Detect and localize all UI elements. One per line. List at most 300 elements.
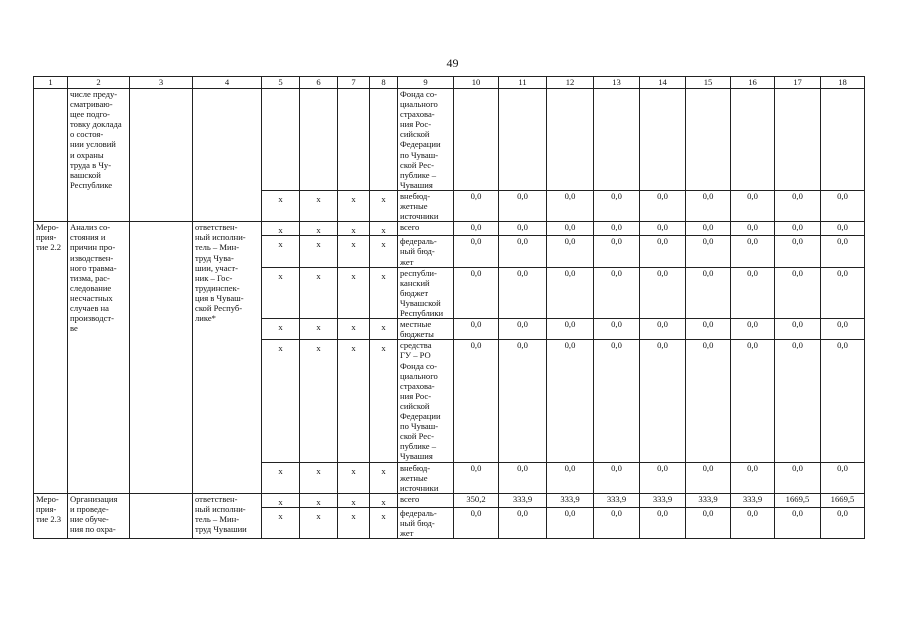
funding-value-line: 0,0 xyxy=(837,236,848,247)
funding-source-line: средства xyxy=(400,340,432,351)
code-mark xyxy=(262,319,300,340)
funding-value xyxy=(454,507,499,538)
funding-value xyxy=(821,462,865,493)
activity-name-line: вашской xyxy=(70,169,101,180)
funding-source-line: республи- xyxy=(400,267,437,278)
funding-value xyxy=(454,319,499,340)
funding-value-line: 1669,5 xyxy=(785,493,810,504)
column-3-empty xyxy=(130,222,193,494)
code-mark-line: х xyxy=(278,270,283,281)
code-mark-line: х xyxy=(351,496,356,507)
column-number-13: 13 xyxy=(594,77,640,89)
funding-value-line: 333,9 xyxy=(560,493,580,504)
funding-source-line: сийской xyxy=(400,400,430,411)
funding-value-line: 0,0 xyxy=(470,462,482,473)
funding-value xyxy=(547,462,594,493)
funding-source-line: всего xyxy=(400,222,420,233)
funding-value xyxy=(594,462,640,493)
funding-value-line: 0,0 xyxy=(837,267,848,278)
funding-source-line: жет xyxy=(400,256,414,267)
column-number-9: 9 xyxy=(398,77,454,89)
funding-source-line: ГУ – РО xyxy=(400,350,431,361)
funding-source-line: Федерации xyxy=(400,411,441,422)
funding-value-line: 0,0 xyxy=(470,319,482,330)
funding-value xyxy=(686,340,731,462)
activity-number xyxy=(34,493,68,538)
code-mark xyxy=(262,340,300,462)
funding-value-line: 0,0 xyxy=(702,462,714,473)
activity-name-line: нии условий xyxy=(70,139,116,150)
column-number-2: 2 xyxy=(68,77,130,89)
table-row xyxy=(34,89,865,191)
funding-value xyxy=(547,493,594,507)
funding-value-line: 0,0 xyxy=(611,462,622,473)
activity-number-line: Меро- xyxy=(36,222,59,233)
funding-value xyxy=(454,222,499,236)
code-mark xyxy=(262,89,300,191)
code-mark xyxy=(300,493,338,507)
funding-source-line: канский xyxy=(400,277,430,288)
funding-source-line: Чувашской xyxy=(400,297,441,308)
funding-value-line: 0,0 xyxy=(517,462,528,473)
responsible-executor xyxy=(193,222,262,494)
funding-source-line: по Чуваш- xyxy=(400,149,439,160)
funding-value xyxy=(499,236,547,267)
funding-value xyxy=(640,319,686,340)
funding-value xyxy=(454,462,499,493)
activity-name-line: причин про- xyxy=(70,242,116,253)
funding-source xyxy=(398,493,454,507)
funding-value xyxy=(547,191,594,222)
funding-value xyxy=(547,267,594,319)
code-mark xyxy=(370,493,398,507)
funding-source-line: внебюд- xyxy=(400,191,431,201)
funding-value xyxy=(547,340,594,462)
funding-value-line: 0,0 xyxy=(470,236,482,247)
activity-number-line: Меро- xyxy=(36,493,59,504)
funding-value xyxy=(731,236,775,267)
code-mark xyxy=(370,222,398,236)
funding-value-line: 0,0 xyxy=(837,507,848,518)
activity-name-line: Организация xyxy=(70,493,118,504)
funding-value xyxy=(775,267,821,319)
funding-value-line: 0,0 xyxy=(837,462,848,473)
activity-name-line: производст- xyxy=(70,313,115,324)
responsible-executor xyxy=(193,493,262,538)
funding-source-line: бюджет xyxy=(400,287,429,298)
funding-value xyxy=(499,222,547,236)
funding-source-line: ской Рес- xyxy=(400,159,434,170)
funding-value xyxy=(594,340,640,462)
funding-value xyxy=(499,507,547,538)
funding-source-line: местные xyxy=(400,319,432,330)
funding-value-line: 0,0 xyxy=(747,191,758,201)
funding-source-line: публике – xyxy=(400,441,437,452)
funding-source-line: Федерации xyxy=(400,139,441,150)
code-mark-line: х xyxy=(381,225,386,236)
activity-name-line: и охраны xyxy=(70,149,104,160)
code-mark-line: х xyxy=(381,270,386,281)
activity-name-line: числе преду- xyxy=(70,89,118,99)
funding-value xyxy=(499,267,547,319)
funding-source-line: внебюд- xyxy=(400,462,431,473)
table-row xyxy=(34,493,865,507)
funding-source-line: ный бюд- xyxy=(400,518,435,529)
funding-value xyxy=(775,319,821,340)
funding-value xyxy=(821,222,865,236)
column-3-empty xyxy=(130,493,193,538)
funding-value-line: 0,0 xyxy=(611,267,622,278)
code-mark-line: х xyxy=(351,194,356,204)
code-mark xyxy=(300,340,338,462)
column-number-1: 1 xyxy=(34,77,68,89)
code-mark-line: х xyxy=(351,510,356,521)
funding-value-line: 0,0 xyxy=(611,319,622,330)
funding-value xyxy=(731,89,775,191)
funding-value xyxy=(640,236,686,267)
code-mark-line: х xyxy=(381,194,386,204)
funding-value-line: 0,0 xyxy=(792,191,803,201)
column-number-17: 17 xyxy=(775,77,821,89)
funding-table xyxy=(33,76,865,539)
column-number-7: 7 xyxy=(338,77,370,89)
code-mark-line: х xyxy=(381,322,386,333)
funding-source-line: по Чуваш- xyxy=(400,421,439,432)
code-mark xyxy=(338,340,370,462)
code-mark-line: х xyxy=(381,343,386,354)
funding-value xyxy=(499,340,547,462)
funding-value-line: 0,0 xyxy=(747,507,758,518)
funding-source-line: Фонда со- xyxy=(400,89,437,99)
funding-value xyxy=(821,267,865,319)
funding-value xyxy=(454,236,499,267)
funding-value-line: 0,0 xyxy=(747,222,758,233)
funding-value xyxy=(821,507,865,538)
column-number-5: 5 xyxy=(262,77,300,89)
funding-source-line: страхова- xyxy=(400,380,435,391)
funding-value xyxy=(547,507,594,538)
activity-name xyxy=(68,222,130,494)
funding-value-line: 333,9 xyxy=(698,493,718,504)
activity-name-line: несчастных xyxy=(70,292,113,303)
funding-source-line: ния Рос- xyxy=(400,390,432,401)
funding-value-line: 0,0 xyxy=(517,222,528,233)
code-mark xyxy=(370,267,398,319)
responsible-executor-line: ция в Чуваш- xyxy=(195,292,244,303)
funding-value-line: 0,0 xyxy=(657,236,668,247)
column-number-14: 14 xyxy=(640,77,686,89)
page-number: 49 xyxy=(446,56,459,70)
code-mark xyxy=(262,267,300,319)
funding-value-line: 333,9 xyxy=(512,493,533,504)
code-mark-line: х xyxy=(316,239,321,250)
code-mark-line: х xyxy=(278,239,283,250)
activity-name xyxy=(68,89,130,222)
funding-source-line: источники xyxy=(400,211,439,222)
code-mark xyxy=(300,89,338,191)
funding-source-line: сийской xyxy=(400,129,430,140)
funding-source-line: Республики xyxy=(400,308,444,319)
funding-value-line: 0,0 xyxy=(517,267,528,278)
funding-value-line: 0,0 xyxy=(564,319,576,330)
funding-value-line: 0,0 xyxy=(564,191,576,201)
funding-value-line: 0,0 xyxy=(792,462,803,473)
code-mark xyxy=(338,191,370,222)
funding-value-line: 0,0 xyxy=(702,340,714,351)
column-number-11: 11 xyxy=(499,77,547,89)
activity-name-line: труда в Чу- xyxy=(70,159,112,170)
funding-value-line: 0,0 xyxy=(747,319,758,330)
funding-value-line: 0,0 xyxy=(702,191,714,201)
funding-value xyxy=(499,462,547,493)
activity-name-line: ние обуче- xyxy=(70,514,109,525)
funding-value xyxy=(821,493,865,507)
funding-value-line: 0,0 xyxy=(517,191,528,201)
funding-value-line: 0,0 xyxy=(747,267,758,278)
code-mark xyxy=(370,319,398,340)
code-mark-line: х xyxy=(381,496,386,507)
funding-value-line: 0,0 xyxy=(564,222,576,233)
code-mark xyxy=(262,236,300,267)
code-mark xyxy=(300,236,338,267)
code-mark-line: х xyxy=(351,239,356,250)
funding-value xyxy=(594,191,640,222)
funding-value xyxy=(594,89,640,191)
funding-value-line: 0,0 xyxy=(470,222,482,233)
funding-value-line: 0,0 xyxy=(517,507,528,518)
funding-value xyxy=(686,236,731,267)
funding-value-line: 0,0 xyxy=(837,222,848,233)
code-mark-line: х xyxy=(316,465,321,476)
funding-value xyxy=(821,340,865,462)
funding-value-line: 0,0 xyxy=(564,507,576,518)
responsible-executor-line: шии, участ- xyxy=(195,262,238,273)
funding-value-line: 0,0 xyxy=(702,507,714,518)
responsible-executor-line: лике* xyxy=(195,313,216,324)
code-mark xyxy=(338,462,370,493)
funding-value-line: 0,0 xyxy=(702,267,714,278)
funding-value-line: 0,0 xyxy=(470,267,482,278)
funding-value xyxy=(731,191,775,222)
code-mark-line: х xyxy=(351,465,356,476)
funding-value xyxy=(454,267,499,319)
funding-value xyxy=(454,493,499,507)
activity-number-line: прия- xyxy=(36,503,57,514)
funding-source-line: источники xyxy=(400,482,439,493)
funding-value-line: 0,0 xyxy=(792,507,803,518)
funding-source-line: жетные xyxy=(400,472,428,483)
code-mark xyxy=(262,191,300,222)
funding-value xyxy=(594,222,640,236)
code-mark xyxy=(370,89,398,191)
code-mark-line: х xyxy=(381,465,386,476)
funding-source-line: жетные xyxy=(400,201,428,212)
funding-value-line: 0,0 xyxy=(792,222,803,233)
funding-value-line: 0,0 xyxy=(747,236,758,247)
funding-value-line: 333,9 xyxy=(742,493,763,504)
funding-value-line: 0,0 xyxy=(470,340,482,351)
funding-value xyxy=(686,267,731,319)
column-number-16: 16 xyxy=(731,77,775,89)
funding-value-line: 0,0 xyxy=(657,191,668,201)
funding-value xyxy=(499,319,547,340)
funding-source-line: федераль- xyxy=(400,507,437,518)
funding-value-line: 0,0 xyxy=(702,222,714,233)
code-mark-line: х xyxy=(381,239,386,250)
table-row xyxy=(34,222,865,236)
column-number-6: 6 xyxy=(300,77,338,89)
activity-name-line: стояния и xyxy=(70,232,106,243)
code-mark-line: х xyxy=(316,270,321,281)
funding-source xyxy=(398,340,454,462)
funding-value-line: 0,0 xyxy=(657,319,668,330)
funding-source xyxy=(398,191,454,222)
funding-source xyxy=(398,319,454,340)
activity-number-line: прия- xyxy=(36,232,57,243)
code-mark xyxy=(338,236,370,267)
code-mark xyxy=(262,222,300,236)
funding-value xyxy=(686,89,731,191)
activity-name-line: Республике xyxy=(70,179,113,190)
funding-source xyxy=(398,462,454,493)
funding-value-line: 0,0 xyxy=(792,319,803,330)
funding-source-line: ный бюд- xyxy=(400,246,435,257)
funding-value xyxy=(775,89,821,191)
funding-value-line: 0,0 xyxy=(611,236,622,247)
activity-name-line: ного травма- xyxy=(70,262,117,273)
code-mark xyxy=(338,267,370,319)
funding-value-line: 0,0 xyxy=(792,267,803,278)
funding-value xyxy=(731,462,775,493)
funding-value xyxy=(821,89,865,191)
funding-value xyxy=(775,222,821,236)
funding-value xyxy=(686,493,731,507)
code-mark-line: х xyxy=(316,496,321,507)
column-number-3: 3 xyxy=(130,77,193,89)
code-mark-line: х xyxy=(316,225,321,236)
funding-source xyxy=(398,236,454,267)
funding-value xyxy=(454,191,499,222)
funding-value-line: 0,0 xyxy=(611,507,622,518)
funding-value-line: 0,0 xyxy=(517,319,528,330)
funding-value xyxy=(499,191,547,222)
responsible-executor-line: ник – Гос- xyxy=(195,272,233,283)
activity-name-line: ния по охра- xyxy=(70,524,116,535)
activity-name-line: и проведе- xyxy=(70,503,109,514)
funding-value-line: 333,9 xyxy=(652,493,673,504)
code-mark-line: х xyxy=(278,322,283,333)
column-number-8: 8 xyxy=(370,77,398,89)
code-mark xyxy=(262,507,300,538)
column-number-15: 15 xyxy=(686,77,731,89)
funding-value xyxy=(731,319,775,340)
funding-value xyxy=(775,236,821,267)
funding-value xyxy=(775,340,821,462)
funding-value xyxy=(640,507,686,538)
funding-value xyxy=(731,493,775,507)
funding-value xyxy=(594,236,640,267)
column-number-12: 12 xyxy=(547,77,594,89)
column-number-18: 18 xyxy=(821,77,865,89)
funding-value xyxy=(454,340,499,462)
funding-value-line: 0,0 xyxy=(517,340,528,351)
funding-value-line: 0,0 xyxy=(611,340,622,351)
activity-number-line: тие 2.2 xyxy=(36,242,62,253)
code-mark-line: х xyxy=(278,465,283,476)
funding-value-line: 0,0 xyxy=(792,236,803,247)
funding-value xyxy=(640,191,686,222)
code-mark xyxy=(370,340,398,462)
funding-value-line: 0,0 xyxy=(657,267,668,278)
funding-value xyxy=(775,191,821,222)
funding-value-line: 0,0 xyxy=(470,507,482,518)
funding-value xyxy=(640,89,686,191)
funding-value-line: 0,0 xyxy=(470,191,482,201)
funding-value xyxy=(640,493,686,507)
funding-value xyxy=(547,319,594,340)
funding-value xyxy=(499,493,547,507)
funding-value xyxy=(594,493,640,507)
code-mark xyxy=(300,222,338,236)
code-mark xyxy=(370,191,398,222)
code-mark xyxy=(338,319,370,340)
responsible-executor-line: ответствен- xyxy=(195,222,238,233)
code-mark xyxy=(338,493,370,507)
funding-value xyxy=(547,236,594,267)
responsible-executor-line: ный исполни- xyxy=(195,232,246,243)
funding-value-line: 0,0 xyxy=(702,236,714,247)
code-mark-line: х xyxy=(316,510,321,521)
code-mark xyxy=(300,191,338,222)
column-3-empty xyxy=(130,89,193,222)
funding-source-line: Чувашия xyxy=(400,451,433,462)
funding-source-line: Фонда со- xyxy=(400,360,437,371)
activity-name-line: Анализ со- xyxy=(70,222,111,233)
funding-value-line: 0,0 xyxy=(564,340,576,351)
code-mark-line: х xyxy=(316,343,321,354)
funding-source xyxy=(398,89,454,191)
funding-value-line: 0,0 xyxy=(611,222,622,233)
funding-value xyxy=(640,340,686,462)
funding-value-line: 0,0 xyxy=(517,236,528,247)
code-mark-line: х xyxy=(278,510,283,521)
activity-name-line: сматриваю- xyxy=(70,99,113,110)
column-number-10: 10 xyxy=(454,77,499,89)
funding-source-line: ской Рес- xyxy=(400,431,434,442)
code-mark xyxy=(262,462,300,493)
activity-name-line: о состоя- xyxy=(70,129,104,140)
funding-value xyxy=(686,507,731,538)
funding-value-line: 0,0 xyxy=(657,222,668,233)
funding-value xyxy=(547,222,594,236)
code-mark-line: х xyxy=(278,343,283,354)
funding-value-line: 350,2 xyxy=(466,493,486,504)
code-mark-line: х xyxy=(351,343,356,354)
code-mark xyxy=(370,507,398,538)
activity-name-line: ве xyxy=(70,323,78,334)
funding-value xyxy=(821,191,865,222)
responsible-executor-line: трудинспек- xyxy=(195,282,240,293)
funding-value xyxy=(594,319,640,340)
activity-name-line: товку доклада xyxy=(70,119,122,130)
code-mark xyxy=(300,319,338,340)
code-mark xyxy=(338,507,370,538)
code-mark xyxy=(300,462,338,493)
funding-value-line: 0,0 xyxy=(657,462,668,473)
funding-value xyxy=(640,267,686,319)
funding-value-line: 0,0 xyxy=(837,191,848,201)
code-mark-line: х xyxy=(351,225,356,236)
